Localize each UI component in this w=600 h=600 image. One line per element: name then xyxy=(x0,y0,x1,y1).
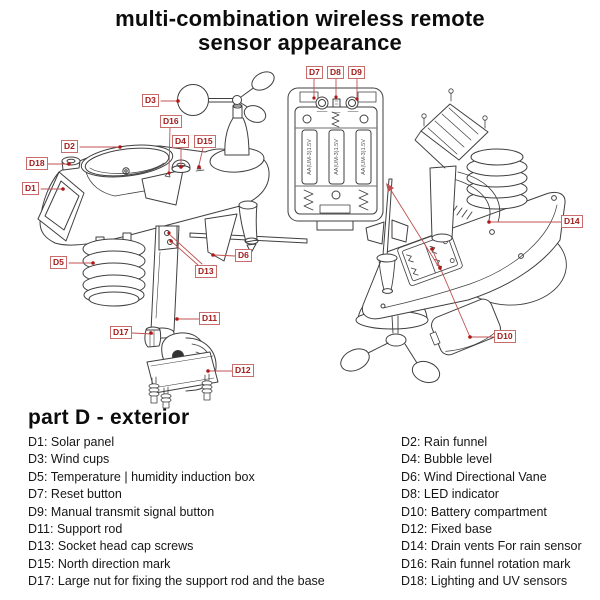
callout-d14: D14 xyxy=(561,215,583,228)
part-item: D10: Battery compartment xyxy=(401,504,547,519)
part-item: D1: Solar panel xyxy=(28,435,115,449)
part-item: D17: Large nut for fixing the support rod and the base xyxy=(28,574,325,589)
callout-d2: D2 xyxy=(61,140,78,153)
part-item: D3: Wind cups xyxy=(28,452,110,467)
part-item: D6: Wind Directional Vane xyxy=(401,469,547,484)
battery-cell-label: AA(UM-3)1.5V xyxy=(334,139,340,175)
page-title-line2: sensor appearance xyxy=(198,30,402,55)
part-item: D2: Rain funnel xyxy=(401,435,488,449)
callout-d6: D6 xyxy=(235,249,252,262)
callout-d12: D12 xyxy=(232,364,254,377)
callout-d3: D3 xyxy=(142,94,159,107)
callout-d8: D8 xyxy=(327,66,344,79)
callout-d17: D17 xyxy=(110,326,132,339)
callout-d5: D5 xyxy=(50,256,67,269)
callout-d16: D16 xyxy=(160,115,182,128)
mount-column xyxy=(430,166,456,238)
part-item: D8: LED indicator xyxy=(401,487,499,502)
callout-d9: D9 xyxy=(348,66,365,79)
led-indicator xyxy=(333,99,340,107)
fixed-base xyxy=(145,327,218,408)
part-item: D13: Socket head cap screws xyxy=(28,539,194,554)
support-rod xyxy=(150,226,179,338)
part-item: D14: Drain vents For rain sensor xyxy=(401,539,582,554)
part-item: D4: Bubble level xyxy=(401,452,493,467)
battery-cell-label: AA(UM-3)1.5V xyxy=(307,139,313,175)
page-title-line1: multi-combination wireless remote xyxy=(115,6,485,31)
part-item: D11: Support rod xyxy=(28,521,123,536)
callout-d13: D13 xyxy=(195,265,217,278)
uv-sensor xyxy=(62,157,80,170)
parts-list-left xyxy=(28,434,325,591)
part-item: D5: Temperature | humidity induction box xyxy=(28,469,255,484)
part-item: D15: North direction mark xyxy=(28,556,171,571)
section-heading: part D - exterior xyxy=(28,406,190,429)
callout-d10: D10 xyxy=(494,330,516,343)
part-item: D18: Lighting and UV sensors xyxy=(401,574,568,589)
part-item: D16: Rain funnel rotation mark xyxy=(401,556,571,571)
drain-vents xyxy=(452,206,472,219)
callout-d1: D1 xyxy=(22,182,39,195)
part-item: D9: Manual transmit signal button xyxy=(28,504,215,519)
callout-d4: D4 xyxy=(172,135,189,148)
part-item: D7: Reset button xyxy=(28,487,122,502)
callout-d11: D11 xyxy=(199,312,220,325)
callout-d15: D15 xyxy=(194,135,216,148)
reset-button xyxy=(316,97,328,109)
battery-cell-label: AA(UM-3)1.5V xyxy=(361,139,367,175)
part-item: D12: Fixed base xyxy=(401,521,493,536)
parts-list-right xyxy=(401,434,582,591)
radiation-shield xyxy=(83,233,145,306)
callout-d18: D18 xyxy=(26,157,48,170)
callout-d7: D7 xyxy=(306,66,323,79)
